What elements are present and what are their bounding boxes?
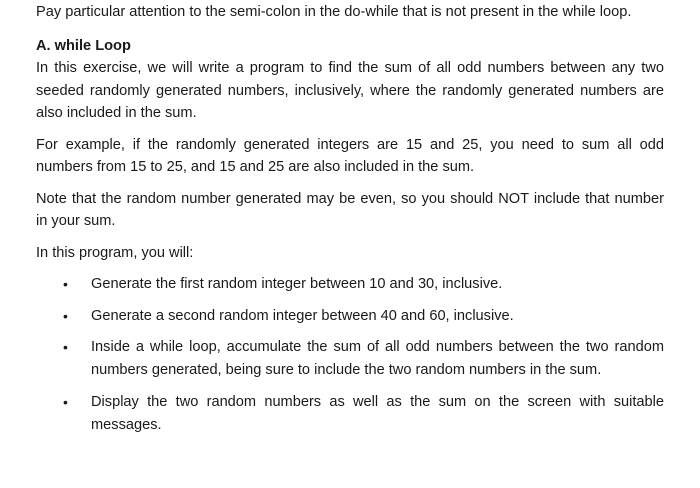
list-item-text: Inside a while loop, accumulate the sum of all odd numbers between the two random numbers generated, being sure to include the two random numbers in the sum. (91, 339, 664, 378)
task-list (36, 273, 664, 436)
note-paragraph: Note that the random number generated may be even, so you should NOT include that number in your sum. (36, 190, 664, 229)
list-item (36, 391, 664, 436)
bullet-icon: • (63, 276, 68, 292)
list-item-text: Generate the first random integer between 10 and 30, inclusive. (91, 276, 503, 292)
bullet-icon: • (63, 339, 68, 355)
exercise-description-paragraph: In this exercise, we will write a program to find the sum of all odd numbers between any two seeded randomly generated numbers, inclusively, where the randomly generated numbers are also included in the sum. (36, 60, 664, 121)
list-item (36, 336, 664, 381)
section-heading: A. while Loop (36, 37, 131, 54)
document-body (36, 0, 664, 436)
bullet-icon: • (63, 307, 68, 324)
list-item-text: Display the two random numbers as well as the sum on the screen with suitable messages. (91, 394, 664, 433)
example-paragraph: For example, if the randomly generated integers are 15 and 25, you need to sum all odd numbers from 15 to 25, and 15 and 25 are also included in the sum. (36, 136, 664, 175)
list-item (36, 305, 664, 328)
intro-paragraph: Pay particular attention to the semi-colon in the do-while that is not present in the while loop. (36, 4, 632, 20)
program-intro-paragraph: In this program, you will: (36, 244, 194, 261)
list-item (36, 273, 664, 296)
bullet-icon: • (63, 394, 68, 410)
list-item-text: Generate a second random integer between 40 and 60, inclusive. (91, 307, 514, 324)
